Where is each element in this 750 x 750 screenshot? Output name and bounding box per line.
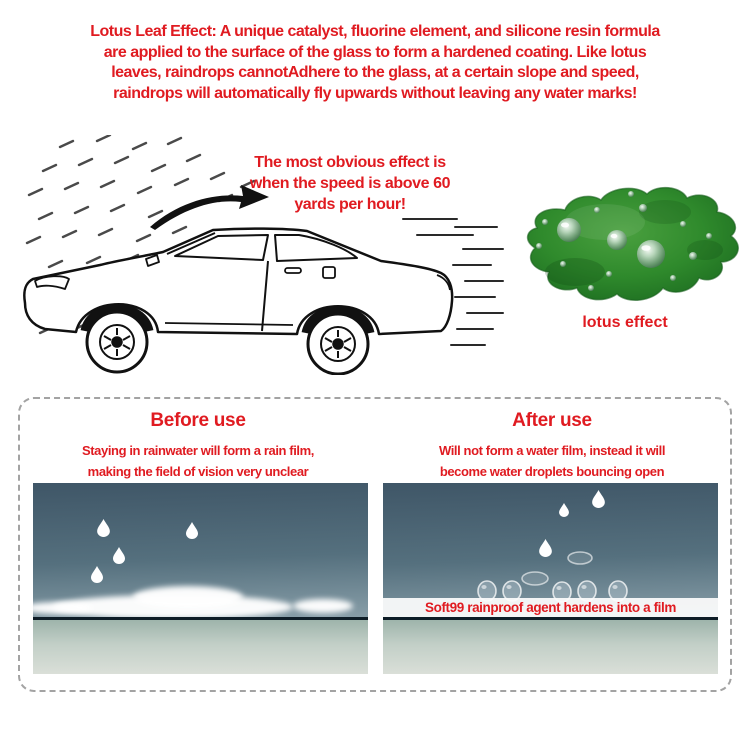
cloud — [133, 586, 243, 608]
before-desc-line-1: Staying in rainwater will form a rain film, — [81, 443, 315, 458]
after-windshield-image — [383, 483, 718, 674]
raindrop-icon — [97, 519, 110, 537]
before-windshield-image — [33, 483, 368, 674]
lotus-leaf-illustration — [505, 172, 745, 312]
before-description — [23, 440, 373, 482]
after-description — [377, 440, 727, 482]
headline — [0, 22, 750, 104]
film-banner-text: Soft99 rainproof agent hardens into a film — [425, 600, 676, 615]
headline-line-3: leaves, raindrops cannotAdhere to the glass, at a certain slope and speed, — [111, 64, 639, 81]
before-title: Before use — [150, 410, 246, 431]
before-desc-line-2: making the field of vision very unclear — [87, 464, 309, 479]
after-desc-line-1: Will not form a water film, instead it will — [438, 443, 666, 458]
speed-note-line-2: when the speed is above 60 — [249, 175, 451, 192]
after-column-header — [377, 410, 727, 482]
film-banner — [383, 598, 718, 617]
raindrop-icon — [592, 490, 605, 508]
after-title: After use — [512, 410, 592, 431]
speed-note — [215, 152, 485, 215]
raindrop-icon — [113, 547, 125, 564]
comparison-panel — [18, 397, 732, 692]
headline-line-1: Lotus Leaf Effect: A unique catalyst, fluorine element, and silicone resin formula — [90, 23, 660, 40]
lotus-label: lotus effect — [582, 314, 668, 331]
before-ground — [33, 620, 368, 674]
headline-line-4: raindrops will automatically fly upwards without leaving any water marks! — [113, 84, 637, 102]
after-ground — [383, 620, 718, 674]
before-column-header — [23, 410, 373, 482]
raindrop-icon — [559, 503, 569, 517]
raindrop-icon — [91, 566, 103, 583]
speed-note-line-3: yards per hour! — [294, 196, 406, 213]
speed-note-line-1: The most obvious effect is — [254, 154, 446, 171]
raindrop-icon — [539, 539, 552, 557]
cloud — [293, 599, 353, 613]
splash-ring-icon — [520, 570, 550, 587]
after-desc-line-2: become water droplets bouncing open — [439, 464, 665, 479]
car-line-art — [24, 229, 452, 374]
raindrop-icon — [186, 522, 198, 539]
headline-line-2: are applied to the surface of the glass to form a hardened coating. Like lotus — [103, 43, 647, 61]
splash-ring-icon — [566, 550, 594, 566]
